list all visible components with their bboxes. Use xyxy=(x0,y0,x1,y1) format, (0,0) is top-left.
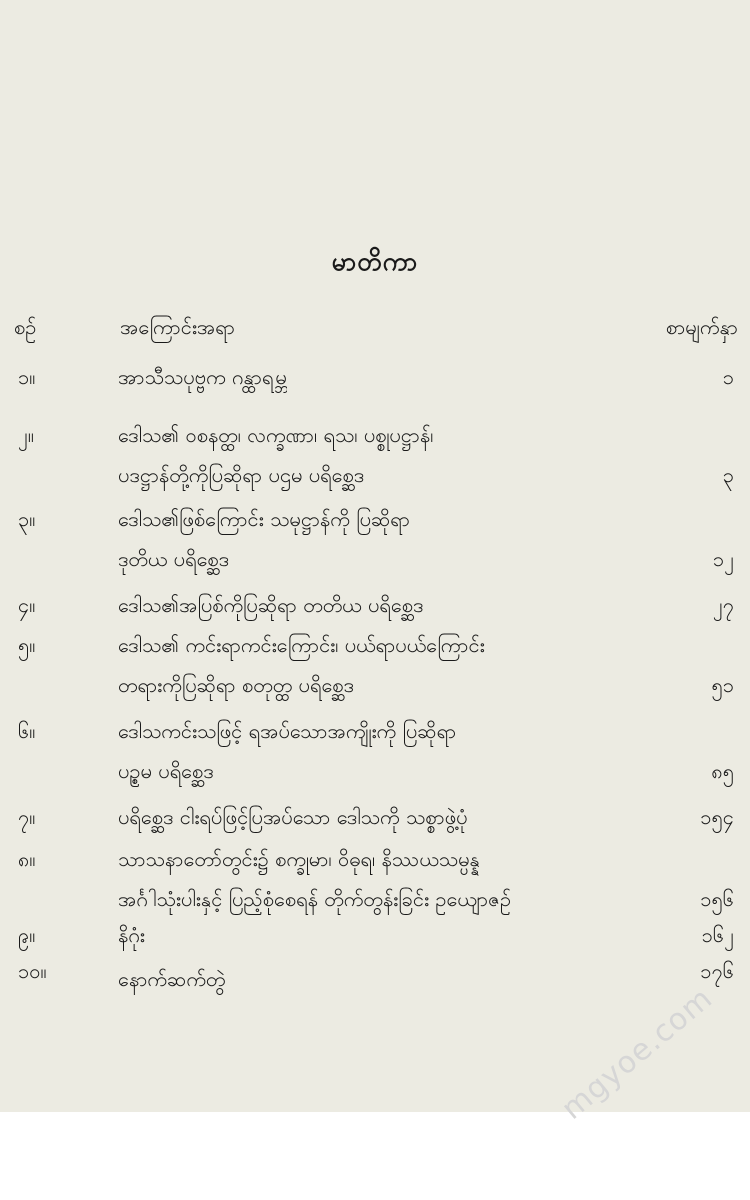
entry-title-line: ဒေါသ၏ဖြစ်ကြောင်း သမုဋ္ဌာန်ကို ပြဆိုရာ xyxy=(118,507,411,531)
entry-title-line: ဒုတိယ ပရိစ္ဆေဒ xyxy=(118,547,230,571)
entry-page: ၁၇၆ xyxy=(700,959,734,983)
entry-title-line: ပဥ္စမ ပရိစ္ဆေဒ xyxy=(118,759,214,783)
entry-number: ၆။ xyxy=(18,719,36,743)
toc-entry-10 xyxy=(0,954,750,994)
entry-title-line: သာသနာတော်တွင်း၌ စက္ခုမာ၊ ဝိဓုရ၊ နိဿယသမ္ပန္န xyxy=(118,847,480,871)
entry-number: ၈။ xyxy=(18,847,36,871)
toc-entry-7 xyxy=(0,800,750,840)
toc-entry-8 xyxy=(0,842,750,911)
toc-entry-9 xyxy=(0,918,750,958)
toc-entry-4 xyxy=(0,588,750,628)
entry-title-line: ပဒဋ္ဌာန်တို့ကိုပြဆိုရာ ပဌမ ပရိစ္ဆေဒ xyxy=(118,463,365,487)
entry-number: ၅။ xyxy=(18,633,36,657)
entry-number: ၁၀။ xyxy=(18,959,47,983)
entry-page: ၈၅ xyxy=(711,759,734,783)
toc-entry-3 xyxy=(0,502,750,571)
entry-title-line: ဒေါသကင်းသဖြင့် ရအပ်သောအကျိုးကို ပြဆိုရာ xyxy=(118,719,457,743)
entry-page: ၁၂ xyxy=(712,547,734,571)
entry-page: ၁ xyxy=(722,365,734,389)
entry-title-line: ဒေါသ၏ ကင်းရာကင်းကြောင်း၊ ပယ်ရာပယ်ကြောင်း xyxy=(118,633,485,657)
entry-number: ၄။ xyxy=(18,593,36,617)
entry-title-line: နိဂုံး xyxy=(118,923,145,947)
entry-page: ၁၅၄ xyxy=(700,805,734,829)
entry-page: ၅၁ xyxy=(711,673,734,697)
entry-title-line: နောက်ဆက်တွဲ xyxy=(118,967,226,991)
entry-title-line: အင်္ဂါသုံးပါးနှင့် ပြည့်စုံစေရန် တိုက်တွန်းခြင်း ဥယျောဇဉ် xyxy=(118,887,512,911)
entry-title-line: ဒေါသ၏ ဝစနတ္ထ၊ လက္ခဏာ၊ ရသ၊ ပစ္စုပဋ္ဌာန်၊ xyxy=(118,423,434,447)
entry-page: ၃ xyxy=(722,463,734,487)
toc-entry-6 xyxy=(0,714,750,783)
toc-entry-5 xyxy=(0,628,750,697)
toc-entry-1 xyxy=(0,360,750,400)
column-header-page: စာမျက်နှာ xyxy=(665,315,738,339)
column-header-number: စဉ် xyxy=(14,315,37,339)
entry-number: ၂။ xyxy=(18,423,34,447)
entry-title-line: ပရိစ္ဆေဒ ငါးရပ်ဖြင့်ပြအပ်သော ဒေါသကို သစ္စာဖွဲ့ပုံ xyxy=(118,805,468,829)
toc-entry-2 xyxy=(0,418,750,487)
entry-number: ၃။ xyxy=(18,507,36,531)
entry-title-line: အာသီသပုဗ္ဗက ဂန္ထာရမ္ဘ xyxy=(118,365,287,389)
entry-number: ၇။ xyxy=(18,805,36,829)
entry-title-line: ဒေါသ၏အပြစ်ကိုပြဆိုရာ တတိယ ပရိစ္ဆေဒ xyxy=(118,593,424,617)
entry-title-line: တရားကိုပြဆိုရာ စတုတ္ထ ပရိစ္ဆေဒ xyxy=(118,673,354,697)
column-header-topic: အကြောင်းအရာ xyxy=(120,315,235,339)
page-title: မာတိကာ xyxy=(331,247,419,276)
entry-page: ၂၇ xyxy=(712,593,734,617)
entry-number: ၉။ xyxy=(18,923,36,947)
watermark-text: mgyoe.com xyxy=(555,980,720,1127)
entry-page: ၁၅၆ xyxy=(700,887,734,911)
entry-number: ၁။ xyxy=(18,365,36,389)
entry-page: ၁၆၂ xyxy=(701,923,734,947)
